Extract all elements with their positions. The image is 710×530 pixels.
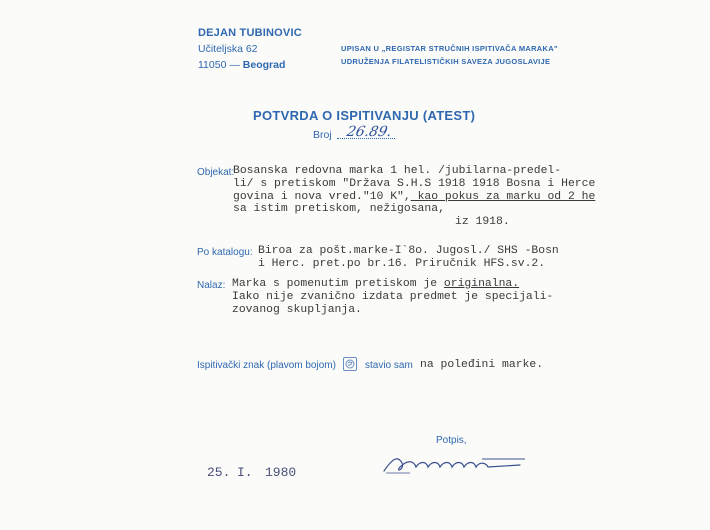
registration-line-1: UPISAN U „REGISTAR STRUČNIH ISPITIVAČA MARAKA" <box>341 44 558 53</box>
date-day: 25. <box>207 465 231 480</box>
examiner-mark-icon <box>343 357 357 371</box>
objekat-line-2: li/ s pretiskom "Država S.H.S 1918 1918 Bosna i Herce <box>233 178 596 190</box>
objekat-label: Objekat: <box>197 167 235 178</box>
znak-suffix: na poleđini marke. <box>420 359 544 371</box>
katalog-label: Po katalogu: <box>197 247 253 258</box>
katalog-line-1: Biroa za pošt.marke-I`8o. Jugosl./ SHS -Bosn <box>258 245 559 257</box>
sender-city: Beograd <box>242 59 286 71</box>
sender-dash: — <box>229 59 240 71</box>
document-title: POTVRDA O ISPITIVANJU (ATEST) <box>253 108 476 123</box>
nalaz-line-1 <box>232 278 519 291</box>
sender-city-line <box>198 59 285 71</box>
broj-label: Broj <box>313 129 332 141</box>
nalaz-label: Nalaz: <box>197 280 226 291</box>
objekat-line-3-text: govina i nova vred."10 K", <box>233 191 411 203</box>
znak-stavio: stavio sam <box>365 360 413 371</box>
sender-name: DEJAN TUBINOVIC <box>198 27 302 39</box>
date-month: I. <box>237 465 253 480</box>
sender-street: Učiteljska 62 <box>198 43 258 55</box>
sender-postal: 11050 <box>198 59 227 71</box>
znak-label: Ispitivački znak (plavom bojom) <box>197 360 336 371</box>
nalaz-line-1-text: Marka s pomenutim pretiskom je <box>232 278 444 290</box>
date-year: 1980 <box>265 465 297 480</box>
objekat-line-4: sa istim pretiskom, nežigosana, <box>233 203 445 215</box>
registration-line-2: UDRUŽENJA FILATELISTIČKIH SAVEZA JUGOSLAVIJE <box>341 57 551 66</box>
objekat-underlined-note: kao pokus za marku od 2 he <box>410 191 596 203</box>
objekat-line-1: Bosanska redovna marka 1 hel. /jubilarna-predel- <box>233 165 562 177</box>
katalog-line-2: i Herc. pret.po br.16. Priručnik HFS.sv.2. <box>258 258 546 270</box>
handwritten-signature <box>380 449 530 484</box>
potpis-label: Potpis, <box>436 435 467 446</box>
objekat-line-5: iz 1918. <box>455 216 510 228</box>
nalaz-verdict: originalna. <box>443 278 520 290</box>
broj-handwritten-value: 26.89. <box>345 124 394 140</box>
nalaz-line-3: zovanog skupljanja. <box>232 304 362 316</box>
nalaz-line-2: Iako nije zvanično izdata predmet je specijali- <box>232 291 554 303</box>
